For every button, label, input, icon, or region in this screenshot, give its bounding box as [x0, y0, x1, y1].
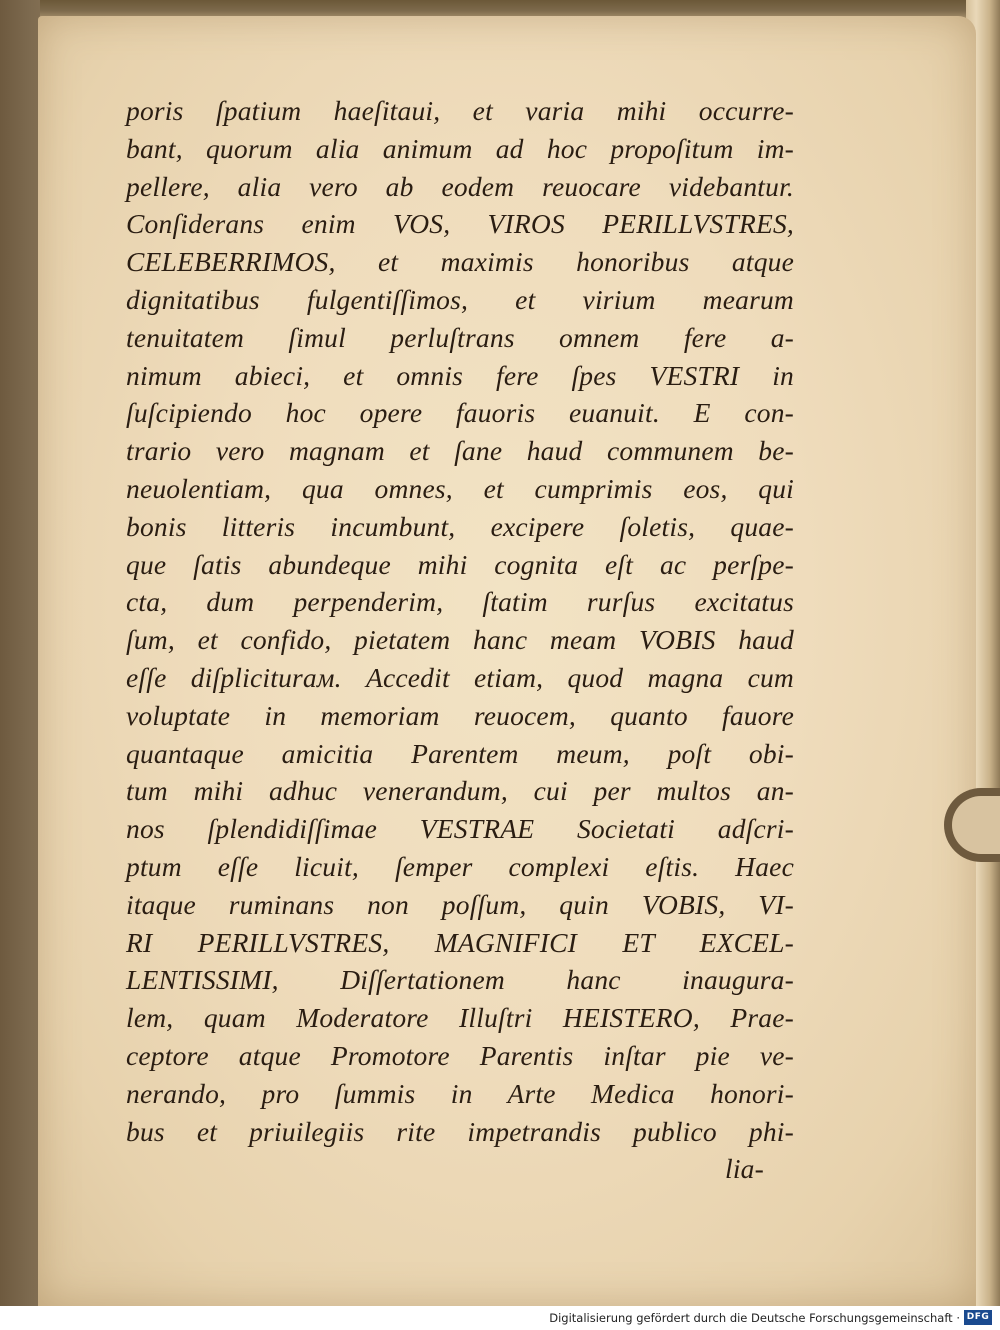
text-line: LENTISSIMI, Diſſertationem hanc inaugura-: [126, 964, 794, 996]
text-line: que ſatis abundeque mihi cognita eſt ac perſpe-: [126, 548, 794, 580]
text-line: trario vero magnam et ſane haud communem be-: [126, 435, 794, 467]
text-line: poris ſpatium haeſitaui, et varia mihi occurre-: [126, 95, 794, 126]
text-line: nos ſplendidiſſimae VESTRAE Societati adſcri-: [126, 813, 794, 845]
catchword: lia-: [725, 1153, 764, 1185]
footer-bar: [0, 1306, 1000, 1330]
text-line: neuolentiam, qua omnes, et cumprimis eos, qui: [126, 472, 794, 504]
text-line: ceptore atque Promotore Parentis inſtar pie ve-: [126, 1039, 794, 1071]
text-line: dignitatibus fulgentiſſimos, et virium mearum: [126, 283, 794, 315]
text-line: RI PERILLVSTRES, MAGNIFICI ET EXCEL-: [126, 926, 794, 958]
text-line: eſſe diſpliciturам. Accedit etiam, quod magna cum: [126, 661, 794, 693]
text-line: tum mihi adhuc venerandum, cui per multos an-: [126, 775, 794, 807]
text-line: ptum eſſe licuit, ſemper complexi eſtis. Haec: [126, 850, 794, 882]
text-line: pellere, alia vero ab eodem reuocare videbantur.: [126, 170, 794, 202]
text-line: Conſiderans enim VOS, VIROS PERILLVSTRES,: [126, 208, 794, 240]
text-line: bant, quorum alia animum ad hoc propoſitum im-: [126, 132, 794, 164]
text-line: bus et priuilegiis rite impetrandis publico phi-: [126, 1115, 794, 1147]
text-line: itaque ruminans non poſſum, quin VOBIS, VI-: [126, 888, 794, 920]
text-line: tenuitatem ſimul perluſtrans omnem fere a-: [126, 321, 794, 353]
page-text: [126, 92, 794, 1188]
text-line: quantaque amicitia Parentem meum, poſt obi-: [126, 737, 794, 769]
text-line: ſuſcipiendo hoc opere fauoris euanuit. E con-: [126, 397, 794, 429]
text-line: ſum, et confido, pietatem hanc meam VOBIS haud: [126, 624, 794, 656]
text-line: cta, dum perpenderim, ſtatim rurſus excitatus: [126, 586, 794, 618]
text-line: nimum abieci, et omnis fere ſpes VESTRI in: [126, 359, 794, 391]
dfg-logo: DFG: [964, 1310, 992, 1325]
footer-credit: Digitalisierung gefördert durch die Deutsche Forschungsgemeinschaft ·: [549, 1311, 960, 1325]
text-line: nerando, pro ſummis in Arte Medica honori-: [126, 1077, 794, 1109]
text-line: CELEBERRIMOS, et maximis honoribus atque: [126, 246, 794, 278]
text-line: bonis litteris incumbunt, excipere ſoletis, quae-: [126, 510, 794, 542]
text-line: voluptate in memoriam reuocem, quanto fauore: [126, 699, 794, 731]
text-line: lem, quam Moderatore Illuſtri HEISTERO, Prae-: [126, 1002, 794, 1034]
